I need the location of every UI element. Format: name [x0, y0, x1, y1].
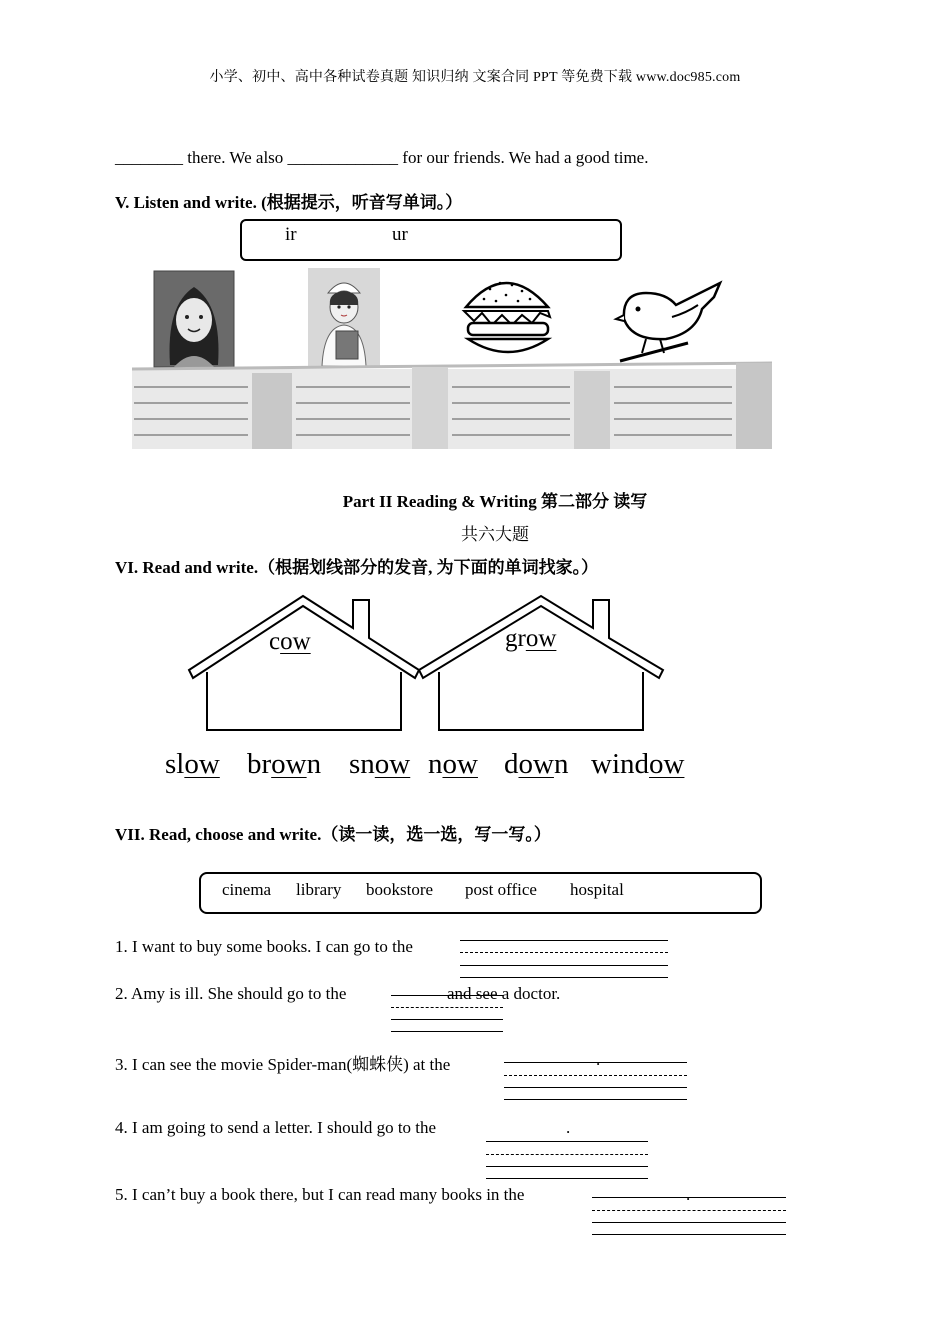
question-2: 2. Amy is ill. She should go to the [115, 984, 347, 1003]
nurse-picture [308, 268, 380, 366]
question-2-tail: and see a doctor. [447, 984, 561, 1003]
listen-write-pictures [130, 265, 780, 455]
question-3-tail: . [596, 1050, 601, 1069]
word-list [165, 748, 725, 788]
option-library: library [296, 880, 342, 899]
question-4-tail: . [566, 1118, 571, 1137]
section-5-title: V. Listen and write. (根据提示，听音写单词。） [115, 193, 463, 212]
option-post-office: post office [465, 880, 537, 899]
section-6-title: VI. Read and write.（根据划线部分的发音, 为下面的单词找家。） [115, 558, 599, 577]
top-sentence [115, 148, 648, 168]
question-1: 1. I want to buy some books. I can go to the [115, 937, 413, 956]
question-5-tail: . [686, 1185, 691, 1204]
house-cow [189, 596, 419, 730]
section-7-title: VII. Read, choose and write.（读一读，选一选，写一写。） [115, 825, 551, 844]
question-3: 3. I can see the movie Spider-man(蜘蛛侠) at the [115, 1055, 451, 1074]
option-bookstore: bookstore [366, 880, 434, 899]
blank-2[interactable]: _____________ [287, 148, 399, 167]
word-slow[interactable]: slow [165, 748, 220, 780]
hint-ur: ur [392, 224, 408, 245]
word-snow[interactable]: snow [349, 748, 411, 780]
part-2-title: Part II Reading & Writing 第二部分 读写 [342, 492, 648, 511]
girl-picture [154, 271, 234, 367]
hamburger-picture [464, 282, 550, 352]
house-word-grow [505, 625, 556, 653]
page-header: 小学、初中、高中各种试卷真题 知识归纳 文案合同 PPT 等免费下载 www.doc985.com [209, 70, 741, 85]
hint-ir: ir [285, 224, 297, 245]
blank-1[interactable]: ________ [115, 148, 183, 167]
bird-picture [616, 283, 720, 361]
word-now[interactable]: now [428, 748, 478, 780]
options-box [199, 872, 762, 914]
top-text-1: there. We also [183, 148, 288, 167]
houses-diagram [185, 592, 665, 734]
word-down[interactable]: down [504, 748, 569, 780]
hint-box [240, 219, 622, 261]
house-word-cow-pre: c [269, 628, 281, 655]
word-window[interactable]: window [591, 748, 685, 780]
house-word-grow-pre: gr [505, 625, 526, 652]
option-cinema: cinema [222, 880, 272, 899]
house-grow [419, 596, 663, 730]
house-word-cow-ul: ow [280, 628, 311, 655]
house-word-grow-ul: ow [525, 625, 557, 652]
option-hospital: hospital [570, 880, 624, 899]
house-word-cow [269, 628, 311, 656]
part-2-subtitle: 共六大题 [461, 525, 529, 544]
top-text-2: for our friends. We had a good time. [398, 148, 649, 167]
word-brown[interactable]: brown [247, 748, 322, 780]
question-4: 4. I am going to send a letter. I should go to the [115, 1118, 437, 1137]
question-5: 5. I can’t buy a book there, but I can read many books in the [115, 1185, 525, 1204]
writing-strip[interactable] [132, 363, 772, 449]
